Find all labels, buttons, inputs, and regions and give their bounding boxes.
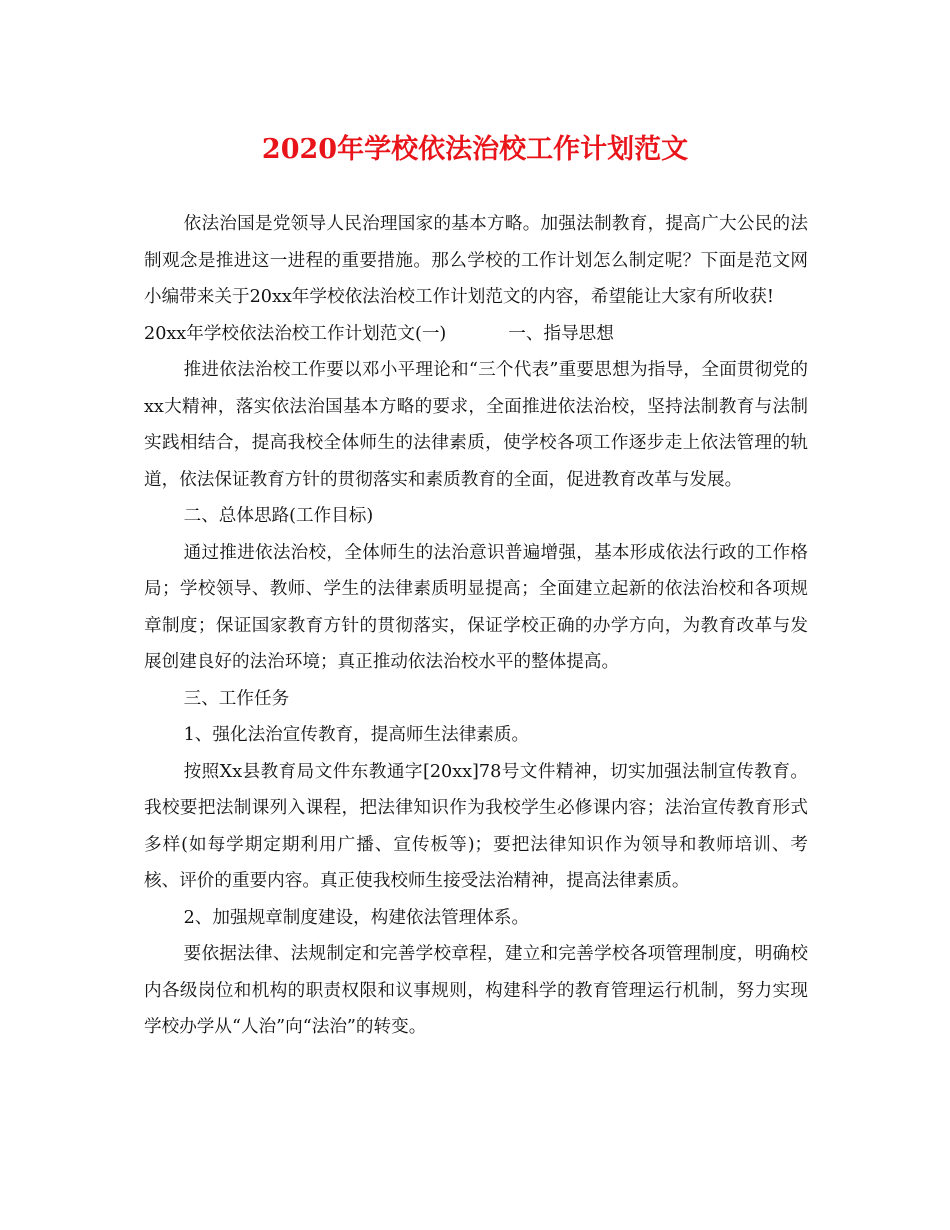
heading-guiding-thought: 一、指导思想 bbox=[508, 323, 614, 344]
task-1-paragraph: 按照Xx县教育局文件东教通字[20xx]78号文件精神，切实加强法制宣传教育。我校要把法制课列入课程，把法律知识作为我校学生必修课内容；法治宣传教育形式多样(如每学期定期利用广播、宣传板等)；要把法律知识作为领导和教师培训、考核、评价的重要内容。真正使我校师生接受法治精神，提高法律素质。 bbox=[144, 761, 808, 891]
overall-approach-paragraph: 通过推进依法治校，全体师生的法治意识普遍增强，基本形成依法行政的工作格局；学校领导、教师、学生的法律素质明显提高；全面建立起新的依法治校和各项规章制度；保证国家教育方针的贯彻落实，保证学校正确的办学方向，为教育改革与发展创建良好的法治环境；真正推动依法治校水平的整体提高。 bbox=[144, 542, 808, 672]
heading-work-tasks: 三、工作任务 bbox=[183, 688, 290, 709]
document-title: 2020年学校依法治校工作计划范文 bbox=[261, 134, 689, 165]
heading-overall-approach: 二、总体思路(工作目标) bbox=[183, 506, 374, 526]
section-heading-line bbox=[144, 316, 808, 353]
document-body bbox=[144, 206, 808, 1046]
intro-paragraph: 依法治国是党领导人民治理国家的基本方略。加强法制教育，提高广大公民的法制观念是推进这一进程的重要措施。那么学校的工作计划怎么制定呢？下面是范文网小编带来关于20xx年学校依法治校工作计划范文的内容，希望能让大家有所收获! bbox=[144, 214, 808, 307]
task-2-paragraph: 要依据法律、法规制定和完善学校章程，建立和完善学校各项管理制度，明确校内各级岗位和机构的职责权限和议事规则，构建科学的教育管理运行机制，努力实现学校办学从“人治”向“法治”的转变。 bbox=[144, 944, 808, 1037]
section-heading: 20xx年学校依法治校工作计划范文(一) bbox=[144, 323, 447, 344]
guiding-thought-paragraph: 推进依法治校工作要以邓小平理论和“三个代表”重要思想为指导，全面贯彻党的xx大精神，落实依法治国基本方略的要求，全面推进依法治校，坚持法制教育与法制实践相结合，提高我校全体师生的法律素质，使学校各项工作逐步走上依法管理的轨道，依法保证教育方针的贯彻落实和素质教育的全面，促进教育改革与发展。 bbox=[144, 360, 808, 490]
task-2-heading: 2、加强规章制度建设，构建依法管理体系。 bbox=[183, 907, 530, 928]
task-1-heading: 1、强化法治宣传教育，提高师生法律素质。 bbox=[183, 725, 530, 745]
